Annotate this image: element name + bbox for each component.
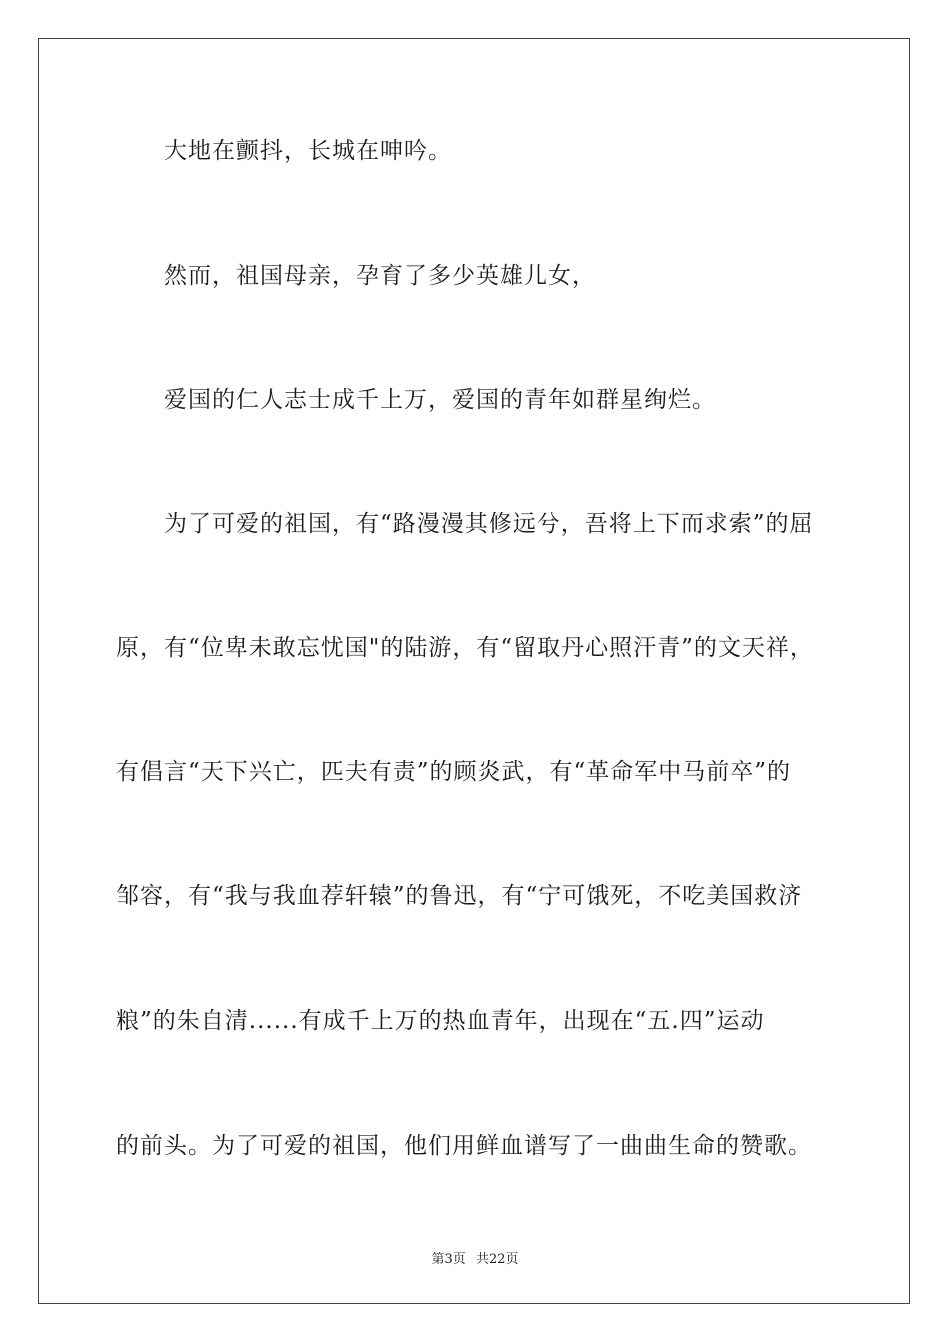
paragraph-line-2: 然而，祖国母亲，孕育了多少英雄儿女，: [164, 263, 596, 289]
paragraph-line-5: 原，有“位卑未敢忘忧国"的陆游，有“留取丹心照汗青”的文天祥，: [116, 635, 814, 661]
paragraph-line-1: 大地在颤抖，长城在呻吟。: [164, 138, 452, 164]
page-footer: [0, 1248, 950, 1267]
page-total: 共22页: [475, 1252, 519, 1267]
paragraph-line-8: 粮”的朱自清......有成千上万的热血青年，出现在“五.四”运动: [116, 1008, 765, 1034]
paragraph-line-7: 邹容，有“我与我血荐轩辕”的鲁迅，有“宁可饿死，不吃美国救济: [116, 883, 803, 909]
paragraph-line-9: 的前头。为了可爱的祖国，他们用鲜血谱写了一曲曲生命的赞歌。: [116, 1133, 812, 1159]
paragraph-line-3: 爱国的仁人志士成千上万，爱国的青年如群星绚烂。: [164, 387, 716, 413]
paragraph-line-6: 有倡言“天下兴亡，匹夫有责”的顾炎武，有“革命军中马前卒”的: [116, 759, 792, 785]
paragraph-line-4: 为了可爱的祖国，有“路漫漫其修远兮，吾将上下而求索”的屈: [164, 511, 814, 537]
page-number: 第3页: [431, 1252, 466, 1267]
page-frame: [38, 38, 910, 1304]
